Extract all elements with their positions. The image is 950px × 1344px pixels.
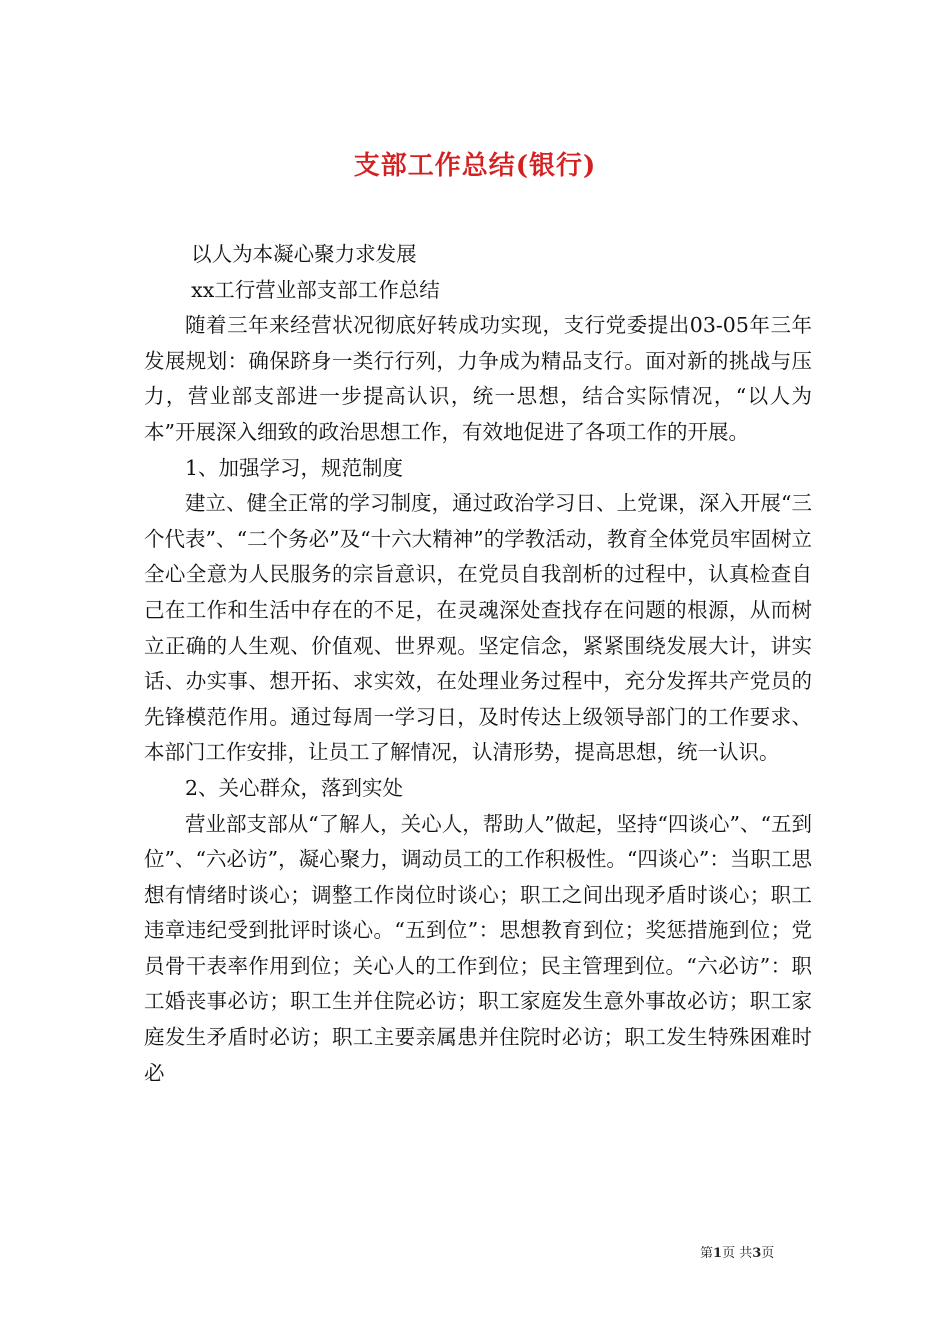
- total-pages-number: 3: [752, 1246, 762, 1261]
- document-body: [144, 237, 812, 1091]
- paragraph-section-2: 营业部支部从“了解人，关心人，帮助人”做起，坚持“四谈心”、“五到位”、“六必访”，凝心聚力，调动员工的工作积极性。“四谈心”：当职工思想有情绪时谈心；调整工作岗位时谈心；职工之间出现矛盾时谈心；职工违章违纪受到批评时谈心。“五到位”：思想教育到位；奖惩措施到位；党员骨干表率作用到位；关心人的工作到位；民主管理到位。“六必访”：职工婚丧事必访；职工生并住院必访；职工家庭发生意外事故必访；职工家庭发生矛盾时必访；职工主要亲属患并住院时必访；职工发生特殊困难时必: [144, 811, 812, 1085]
- section-heading-1: 1、加强学习，规范制度: [185, 455, 404, 480]
- paragraph-section-1: 建立、健全正常的学习制度，通过政治学习日、上党课，深入开展“三个代表”、“二个务必”及“十六大精神”的学教活动，教育全体党员牢固树立全心全意为人民服务的宗旨意识，在党员自我剖析的过程中，认真检查自己在工作和生活中存在的不足，在灵魂深处查找存在问题的根源，从而树立正确的人生观、价值观、世界观。坚定信念，紧紧围绕发展大计，讲实话、办实事、想开拓、求实效，在处理业务过程中，充分发挥共产党员的先锋模范作用。通过每周一学习日，及时传达上级领导部门的工作要求、本部门工作安排，让员工了解情况，认清形势，提高思想，统一认识。: [144, 491, 812, 765]
- page-number-footer: [700, 1245, 774, 1263]
- subtitle-line: 以人为本凝心聚力求发展: [191, 242, 417, 266]
- page-title: 支部工作总结(银行): [353, 151, 597, 182]
- current-page-number: 1: [713, 1246, 723, 1261]
- footer-suffix: 页: [761, 1246, 775, 1261]
- footer-middle: 页 共: [722, 1246, 753, 1261]
- paragraph-intro: 随着三年来经营状况彻底好转成功实现，支行党委提出03-05年三年发展规划：确保跻身一类行行列，力争成为精品支行。面对新的挑战与压力，营业部支部进一步提高认识，统一思想，结合实际情况，“以人为本”开展深入细致的政治思想工作，有效地促进了各项工作的开展。: [144, 313, 812, 444]
- footer-prefix: 第: [700, 1246, 714, 1261]
- section-heading-2: 2、关心群众，落到实处: [185, 775, 404, 800]
- heading-line: xx工行营业部支部工作总结: [191, 277, 440, 302]
